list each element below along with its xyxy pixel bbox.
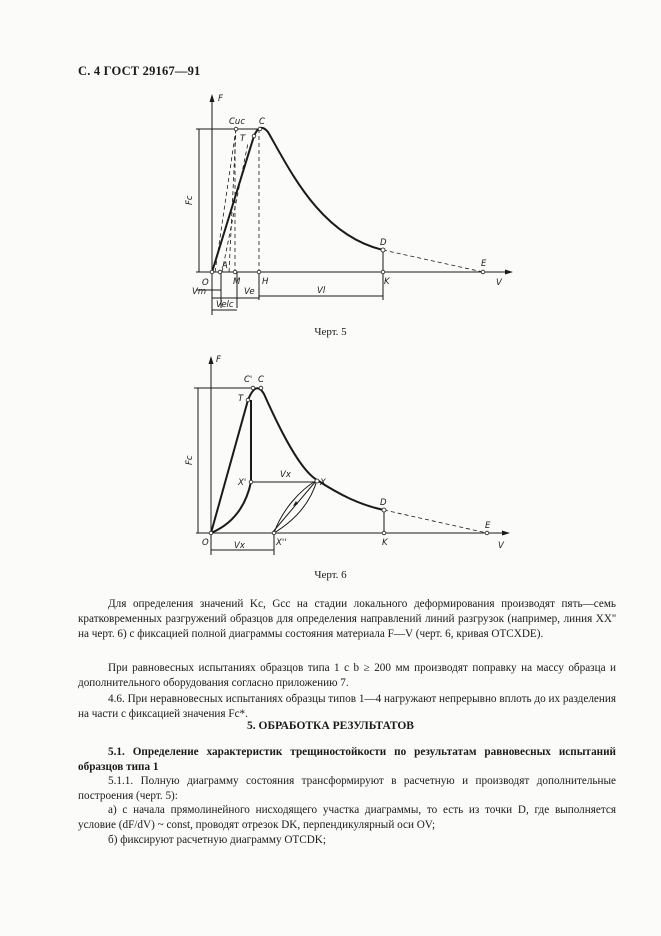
f-axis-arrow-icon [210, 94, 215, 102]
figure-6-caption: Черт. 6 [314, 569, 347, 581]
v-axis-arrow-icon [502, 531, 510, 536]
label-x: X [320, 478, 326, 488]
label-ve: Ve [244, 287, 255, 297]
label-k: K [384, 277, 390, 287]
curve-otcd [212, 128, 385, 272]
paragraph-5: 5.1.1. Полную диаграмму состояния трансформируют в расчетную и производят дополнительные построения (черт. 5): [78, 775, 616, 803]
label-vm: Vm [192, 287, 207, 297]
label-v: V [496, 278, 502, 288]
label-f: F [216, 355, 221, 365]
paragraph-6: а) с начала прямолинейного нисходящего участка диаграммы, то есть из точки D, где выполняется условие (dF/dV) ~ const, проводят отрезок DK, перпендикулярный оси OV; [78, 804, 616, 832]
label-vx-lower: Vx [234, 541, 245, 551]
label-t: T [240, 134, 246, 144]
figure-5-caption: Черт. 5 [314, 326, 347, 338]
label-e: E [485, 521, 491, 531]
label-e: E [481, 259, 487, 269]
f-axis-arrow-icon [209, 356, 214, 364]
paragraph-1: Для определения значений Kс, Gсс на стадии локального деформирования производят пять—семь кратковременных разгружений образцов для определения направлений линий разгрузок (например, линия XX'' на черт. 6) с фиксацией полной диаграммы состояния материала F—V (черт. 6, кривая OTCXDE). [78, 598, 616, 641]
label-t: T [238, 394, 244, 404]
label-v: V [498, 541, 504, 551]
paragraph-3: 4.6. При неравновесных испытаниях образцы типов 1—4 нагружают непрерывно вплоть до их разделения на части с фиксацией значения Fс*. [78, 693, 616, 721]
label-fc: Fс [185, 455, 195, 465]
paragraph-2: При равновесных испытаниях образцов типа 1 с b ≥ 200 мм производят поправку на массу образца и дополнительного оборудования согласно приложению 7. [78, 662, 616, 690]
label-k: K [382, 538, 388, 548]
page-header: С. 4 ГОСТ 29167—91 [78, 64, 201, 78]
v-axis-arrow-icon [505, 270, 513, 275]
label-h: H [262, 277, 269, 287]
label-fc: Fс [185, 195, 195, 205]
label-vel: Velс [216, 300, 234, 310]
label-a: A [222, 261, 228, 271]
paragraph-4: 5.1. Определение характеристик трещиностойкости по результатам равновесных испытаний образцов типа 1 [78, 746, 616, 774]
figure-5 [0, 88, 661, 328]
figure-6 [0, 348, 661, 563]
label-c: C [258, 375, 264, 385]
section-title: 5. ОБРАБОТКА РЕЗУЛЬТАТОВ [247, 720, 414, 732]
label-d: D [380, 238, 387, 248]
label-x-double-prime: X'' [276, 538, 287, 548]
paragraph-7: б) фиксируют расчетную диаграмму OTCDK; [108, 834, 326, 846]
label-o: O [202, 538, 209, 548]
label-f: F [218, 94, 223, 104]
label-cu: Cuс [229, 117, 245, 127]
label-c-prime: C' [244, 375, 253, 385]
label-d: D [380, 498, 387, 508]
label-o: O [202, 278, 209, 288]
label-vl: Vl [317, 286, 326, 296]
label-m: M [233, 277, 241, 287]
label-c: C [259, 117, 265, 127]
label-x-prime: X' [238, 478, 247, 488]
label-vx-upper: Vx [280, 470, 291, 480]
curve-otcxd [211, 388, 384, 533]
